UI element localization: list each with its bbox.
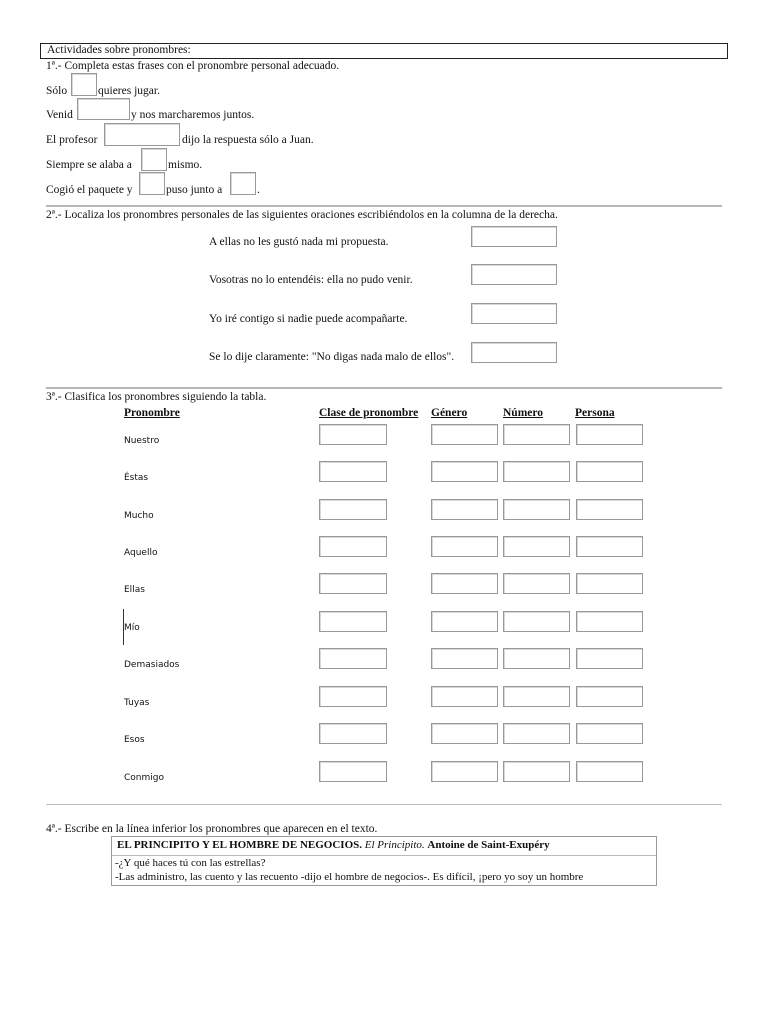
- ex1-instruction: 1ª.- Completa estas frases con el pronombre personal adecuado.: [46, 60, 340, 72]
- excerpt-book: El Principito.: [364, 839, 425, 851]
- table-input-persona[interactable]: [576, 686, 643, 707]
- ex2-sentence-3: Yo iré contigo si nadie puede acompañarte.: [209, 313, 408, 325]
- table-input-clase[interactable]: [319, 573, 387, 594]
- table-input-numero[interactable]: [503, 723, 570, 744]
- table-input-clase[interactable]: [319, 761, 387, 782]
- table-header-numero: Número: [503, 407, 544, 419]
- table-input-clase[interactable]: [319, 648, 387, 669]
- table-input-persona[interactable]: [576, 461, 643, 482]
- separator-2: [46, 387, 722, 389]
- table-input-numero[interactable]: [503, 424, 570, 445]
- ex2-instruction: 2ª.- Localiza los pronombres personales de las siguientes oraciones escribiéndolos en la columna de la derecha.: [46, 209, 558, 221]
- separator-1: [46, 205, 722, 207]
- table-input-genero[interactable]: [431, 611, 498, 632]
- table-input-genero[interactable]: [431, 499, 498, 520]
- table-input-genero[interactable]: [431, 723, 498, 744]
- table-row-label: Tuyas: [124, 698, 150, 708]
- table-input-genero[interactable]: [431, 686, 498, 707]
- table-header-pronombre: Pronombre: [124, 407, 180, 419]
- table-row-label: Aquello: [124, 548, 158, 558]
- ex1-s2-answer-input[interactable]: [77, 98, 130, 120]
- table-row-label: Conmigo: [124, 773, 164, 783]
- excerpt-line-1: -¿Y qué haces tú con las estrellas?: [115, 857, 266, 869]
- ex1-s5-start: Cogió el paquete y: [46, 184, 133, 196]
- table-input-clase[interactable]: [319, 723, 387, 744]
- excerpt-line-2: -Las administro, las cuento y las recuento -dijo el hombre de negocios-. Es difícil, ¡pero yo soy un hombre: [115, 871, 584, 883]
- ex3-instruction: 3ª.- Clasifica los pronombres siguiendo la tabla.: [46, 391, 267, 403]
- table-row-label: Nuestro: [124, 436, 160, 446]
- excerpt-author: Antoine de Saint-Exupéry: [427, 839, 550, 851]
- table-input-genero[interactable]: [431, 461, 498, 482]
- table-input-persona[interactable]: [576, 761, 643, 782]
- table-input-numero[interactable]: [503, 761, 570, 782]
- table-input-persona[interactable]: [576, 611, 643, 632]
- text-cursor: [123, 609, 124, 645]
- table-input-genero[interactable]: [431, 424, 498, 445]
- ex4-instruction: 4ª.- Escribe en la línea inferior los pronombres que aparecen en el texto.: [46, 823, 378, 835]
- separator-3: [46, 804, 722, 805]
- table-input-numero[interactable]: [503, 573, 570, 594]
- table-input-persona[interactable]: [576, 573, 643, 594]
- table-input-persona[interactable]: [576, 723, 643, 744]
- table-input-genero[interactable]: [431, 573, 498, 594]
- table-input-numero[interactable]: [503, 611, 570, 632]
- table-input-numero[interactable]: [503, 648, 570, 669]
- ex2-sentence-2: Vosotras no lo entendéis: ella no pudo venir.: [209, 274, 413, 286]
- ex2-answer-input-2[interactable]: [471, 264, 557, 285]
- table-input-clase[interactable]: [319, 536, 387, 557]
- ex1-s3-start: El profesor: [46, 134, 98, 146]
- ex2-sentence-1: A ellas no les gustó nada mi propuesta.: [209, 236, 389, 248]
- ex1-s3-end: dijo la respuesta sólo a Juan.: [182, 134, 314, 146]
- ex1-s4-answer-input[interactable]: [141, 148, 167, 171]
- ex1-s4-end: mismo.: [168, 159, 203, 171]
- ex1-s1-start: Sólo: [46, 85, 68, 97]
- table-row-label: Esos: [124, 735, 145, 745]
- table-header-persona: Persona: [575, 407, 615, 419]
- ex2-answer-input-4[interactable]: [471, 342, 557, 363]
- table-header-genero: Género: [431, 407, 468, 419]
- ex1-s1-answer-input[interactable]: [71, 73, 97, 96]
- table-input-numero[interactable]: [503, 686, 570, 707]
- ex1-s3-answer-input[interactable]: [104, 123, 180, 146]
- table-row-label: Éstas: [124, 473, 149, 483]
- table-header-clase: Clase de pronombre: [319, 407, 419, 419]
- table-input-persona[interactable]: [576, 424, 643, 445]
- ex2-answer-input-3[interactable]: [471, 303, 557, 324]
- table-input-clase[interactable]: [319, 461, 387, 482]
- table-input-numero[interactable]: [503, 536, 570, 557]
- table-row-label: Mucho: [124, 511, 154, 521]
- table-input-clase[interactable]: [319, 611, 387, 632]
- ex1-s1-end: quieres jugar.: [98, 85, 160, 97]
- ex1-s5-end: .: [257, 184, 260, 196]
- worksheet-title: Actividades sobre pronombres:: [47, 44, 191, 56]
- text-excerpt-box: [111, 836, 657, 886]
- ex1-s2-end: y nos marcharemos juntos.: [131, 109, 255, 121]
- table-input-genero[interactable]: [431, 536, 498, 557]
- table-input-clase[interactable]: [319, 499, 387, 520]
- table-input-genero[interactable]: [431, 761, 498, 782]
- excerpt-title: EL PRINCIPITO Y EL HOMBRE DE NEGOCIOS.: [117, 839, 363, 851]
- table-input-genero[interactable]: [431, 648, 498, 669]
- table-input-numero[interactable]: [503, 461, 570, 482]
- table-input-persona[interactable]: [576, 536, 643, 557]
- table-input-numero[interactable]: [503, 499, 570, 520]
- table-row-label: Demasiados: [124, 660, 180, 670]
- table-input-persona[interactable]: [576, 499, 643, 520]
- ex2-sentence-4: Se lo dije claramente: "No digas nada malo de ellos".: [209, 351, 455, 363]
- ex2-answer-input-1[interactable]: [471, 226, 557, 247]
- ex1-s5-middle: puso junto a: [166, 184, 223, 196]
- table-input-clase[interactable]: [319, 424, 387, 445]
- ex1-s5-answer-input-2[interactable]: [230, 172, 256, 195]
- excerpt-heading: [112, 837, 656, 856]
- table-row-label: Mío: [124, 623, 140, 633]
- worksheet-title-box: [40, 43, 728, 59]
- ex1-s4-start: Siempre se alaba a: [46, 159, 132, 171]
- table-row-label: Ellas: [124, 585, 145, 595]
- table-input-persona[interactable]: [576, 648, 643, 669]
- ex1-s5-answer-input-1[interactable]: [139, 172, 165, 195]
- table-input-clase[interactable]: [319, 686, 387, 707]
- ex1-s2-start: Venid: [46, 109, 73, 121]
